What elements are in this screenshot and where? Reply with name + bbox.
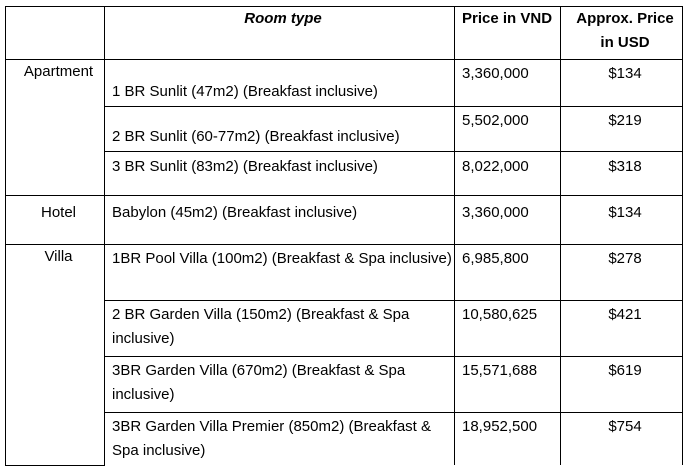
category-apartment: Apartment bbox=[6, 60, 105, 196]
room-type-cell: 3BR Garden Villa Premier (850m2) (Breakfast & Spa inclusive) bbox=[105, 413, 455, 466]
room-type-cell: 2 BR Garden Villa (150m2) (Breakfast & Spa inclusive) bbox=[105, 301, 455, 357]
room-type-cell: 1BR Pool Villa (100m2) (Breakfast & Spa inclusive) bbox=[105, 245, 455, 301]
room-type-cell: 1 BR Sunlit (47m2) (Breakfast inclusive) bbox=[105, 60, 455, 107]
category-hotel: Hotel bbox=[6, 196, 105, 245]
room-type-cell: 2 BR Sunlit (60-77m2) (Breakfast inclusive) bbox=[105, 107, 455, 152]
price-usd-cell: $134 bbox=[561, 196, 683, 245]
table-row bbox=[6, 60, 683, 107]
table-row bbox=[6, 196, 683, 245]
header-room-type: Room type bbox=[105, 7, 455, 60]
table-row bbox=[6, 301, 683, 357]
price-vnd-cell: 15,571,688 bbox=[455, 357, 561, 413]
header-category bbox=[6, 7, 105, 60]
room-rates-table bbox=[5, 6, 683, 466]
price-vnd-cell: 18,952,500 bbox=[455, 413, 561, 466]
price-usd-cell: $318 bbox=[561, 152, 683, 196]
room-type-cell: 3 BR Sunlit (83m2) (Breakfast inclusive) bbox=[105, 152, 455, 196]
price-vnd-cell: 5,502,000 bbox=[455, 107, 561, 152]
header-price-usd: Approx. Price in USD bbox=[561, 7, 683, 60]
price-usd-cell: $754 bbox=[561, 413, 683, 466]
room-type-cell: 3BR Garden Villa (670m2) (Breakfast & Spa inclusive) bbox=[105, 357, 455, 413]
price-usd-cell: $134 bbox=[561, 60, 683, 107]
price-usd-cell: $619 bbox=[561, 357, 683, 413]
table-row bbox=[6, 357, 683, 413]
header-row bbox=[6, 7, 683, 60]
table-row bbox=[6, 413, 683, 466]
price-usd-cell: $219 bbox=[561, 107, 683, 152]
price-usd-cell: $278 bbox=[561, 245, 683, 301]
price-vnd-cell: 3,360,000 bbox=[455, 60, 561, 107]
table-row bbox=[6, 245, 683, 301]
price-vnd-cell: 8,022,000 bbox=[455, 152, 561, 196]
category-villa: Villa bbox=[6, 245, 105, 466]
room-type-cell: Babylon (45m2) (Breakfast inclusive) bbox=[105, 196, 455, 245]
table-row bbox=[6, 107, 683, 152]
price-usd-cell: $421 bbox=[561, 301, 683, 357]
price-vnd-cell: 6,985,800 bbox=[455, 245, 561, 301]
price-vnd-cell: 3,360,000 bbox=[455, 196, 561, 245]
header-price-vnd: Price in VND bbox=[455, 7, 561, 60]
table-row bbox=[6, 152, 683, 196]
price-vnd-cell: 10,580,625 bbox=[455, 301, 561, 357]
